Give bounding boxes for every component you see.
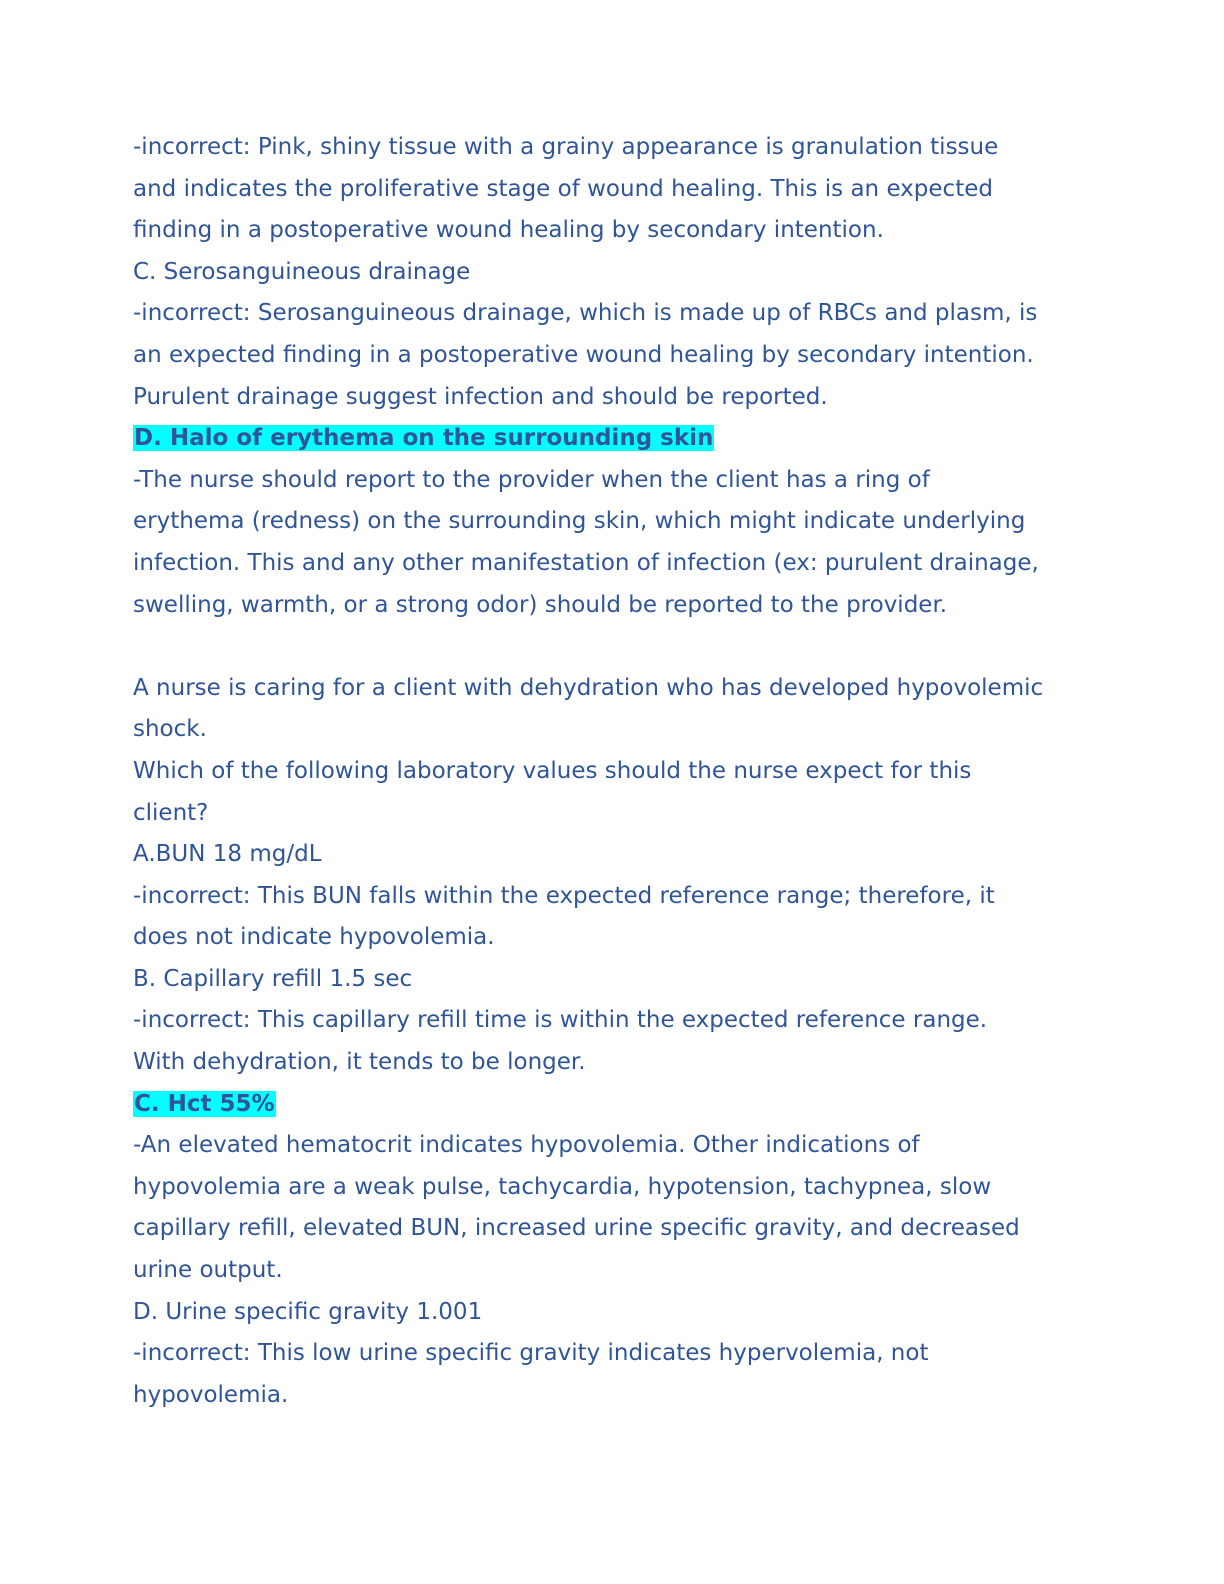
answer-c2-rationale-line-1: -An elevated hematocrit indicates hypovolemia. Other indications of <box>133 1132 920 1159</box>
answer-d-rationale-line-3: infection. This and any other manifestation of infection (ex: purulent drainage, <box>133 549 1039 576</box>
answer-c-rationale-line-2: an expected finding in a postoperative wound healing by secondary intention. <box>133 341 1034 368</box>
answer-d2-rationale-line-1: -incorrect: This low urine specific gravity indicates hypervolemia, not <box>133 1340 929 1367</box>
answer-d-rationale-line-2: erythema (redness) on the surrounding skin, which might indicate underlying <box>133 508 1026 535</box>
answer-option-b: B. Capillary refill 1.5 sec <box>133 965 413 992</box>
correct-answer-c-line <box>133 1084 1093 1126</box>
answer-b2-rationale-line-2: With dehydration, it tends to be longer. <box>133 1049 586 1076</box>
question-prompt-line-1: Which of the following laboratory values should the nurse expect for this <box>133 757 972 784</box>
answer-c-rationale-line-1: -incorrect: Serosanguineous drainage, which is made up of RBCs and plasm, is <box>133 300 1038 327</box>
answer-c-rationale-line-3: Purulent drainage suggest infection and should be reported. <box>133 383 828 410</box>
answer-b-rationale-line-3: finding in a postoperative wound healing by secondary intention. <box>133 217 884 244</box>
answer-c2-rationale-line-4: urine output. <box>133 1257 283 1284</box>
answer-option-a: A.BUN 18 mg/dL <box>133 841 322 868</box>
answer-d2-rationale-line-2: hypovolemia. <box>133 1381 289 1408</box>
answer-option-c: C. Serosanguineous drainage <box>133 258 471 285</box>
answer-d-rationale-line-4: swelling, warmth, or a strong odor) should be reported to the provider. <box>133 591 948 618</box>
answer-d-rationale-line-1: -The nurse should report to the provider when the client has a ring of <box>133 466 930 493</box>
question-stem-line-1: A nurse is caring for a client with dehydration who has developed hypovolemic <box>133 674 1044 701</box>
answer-c2-rationale-line-2: hypovolemia are a weak pulse, tachycardia, hypotension, tachypnea, slow <box>133 1173 992 1200</box>
document-page <box>133 127 1093 1416</box>
answer-b2-rationale-line-1: -incorrect: This capillary refill time is within the expected reference range. <box>133 1007 988 1034</box>
answer-c2-rationale-line-3: capillary refill, elevated BUN, increased urine specific gravity, and decreased <box>133 1215 1020 1242</box>
correct-answer-d-line <box>133 418 1093 460</box>
answer-a-rationale-line-2: does not indicate hypovolemia. <box>133 924 495 951</box>
correct-answer-d-highlight: D. Halo of erythema on the surrounding skin <box>134 425 714 452</box>
question-stem-line-2: shock. <box>133 716 207 743</box>
answer-b-rationale-line-1: -incorrect: Pink, shiny tissue with a grainy appearance is granulation tissue <box>133 134 999 160</box>
answer-option-d: D. Urine specific gravity 1.001 <box>133 1298 483 1325</box>
answer-b-rationale-line-2: and indicates the proliferative stage of wound healing. This is an expected <box>133 175 993 202</box>
blank-line <box>133 626 1093 668</box>
correct-answer-c-highlight: C. Hct 55% <box>134 1090 275 1117</box>
question-prompt-line-2: client? <box>133 799 209 826</box>
answer-a-rationale-line-1: -incorrect: This BUN falls within the expected reference range; therefore, it <box>133 882 995 909</box>
